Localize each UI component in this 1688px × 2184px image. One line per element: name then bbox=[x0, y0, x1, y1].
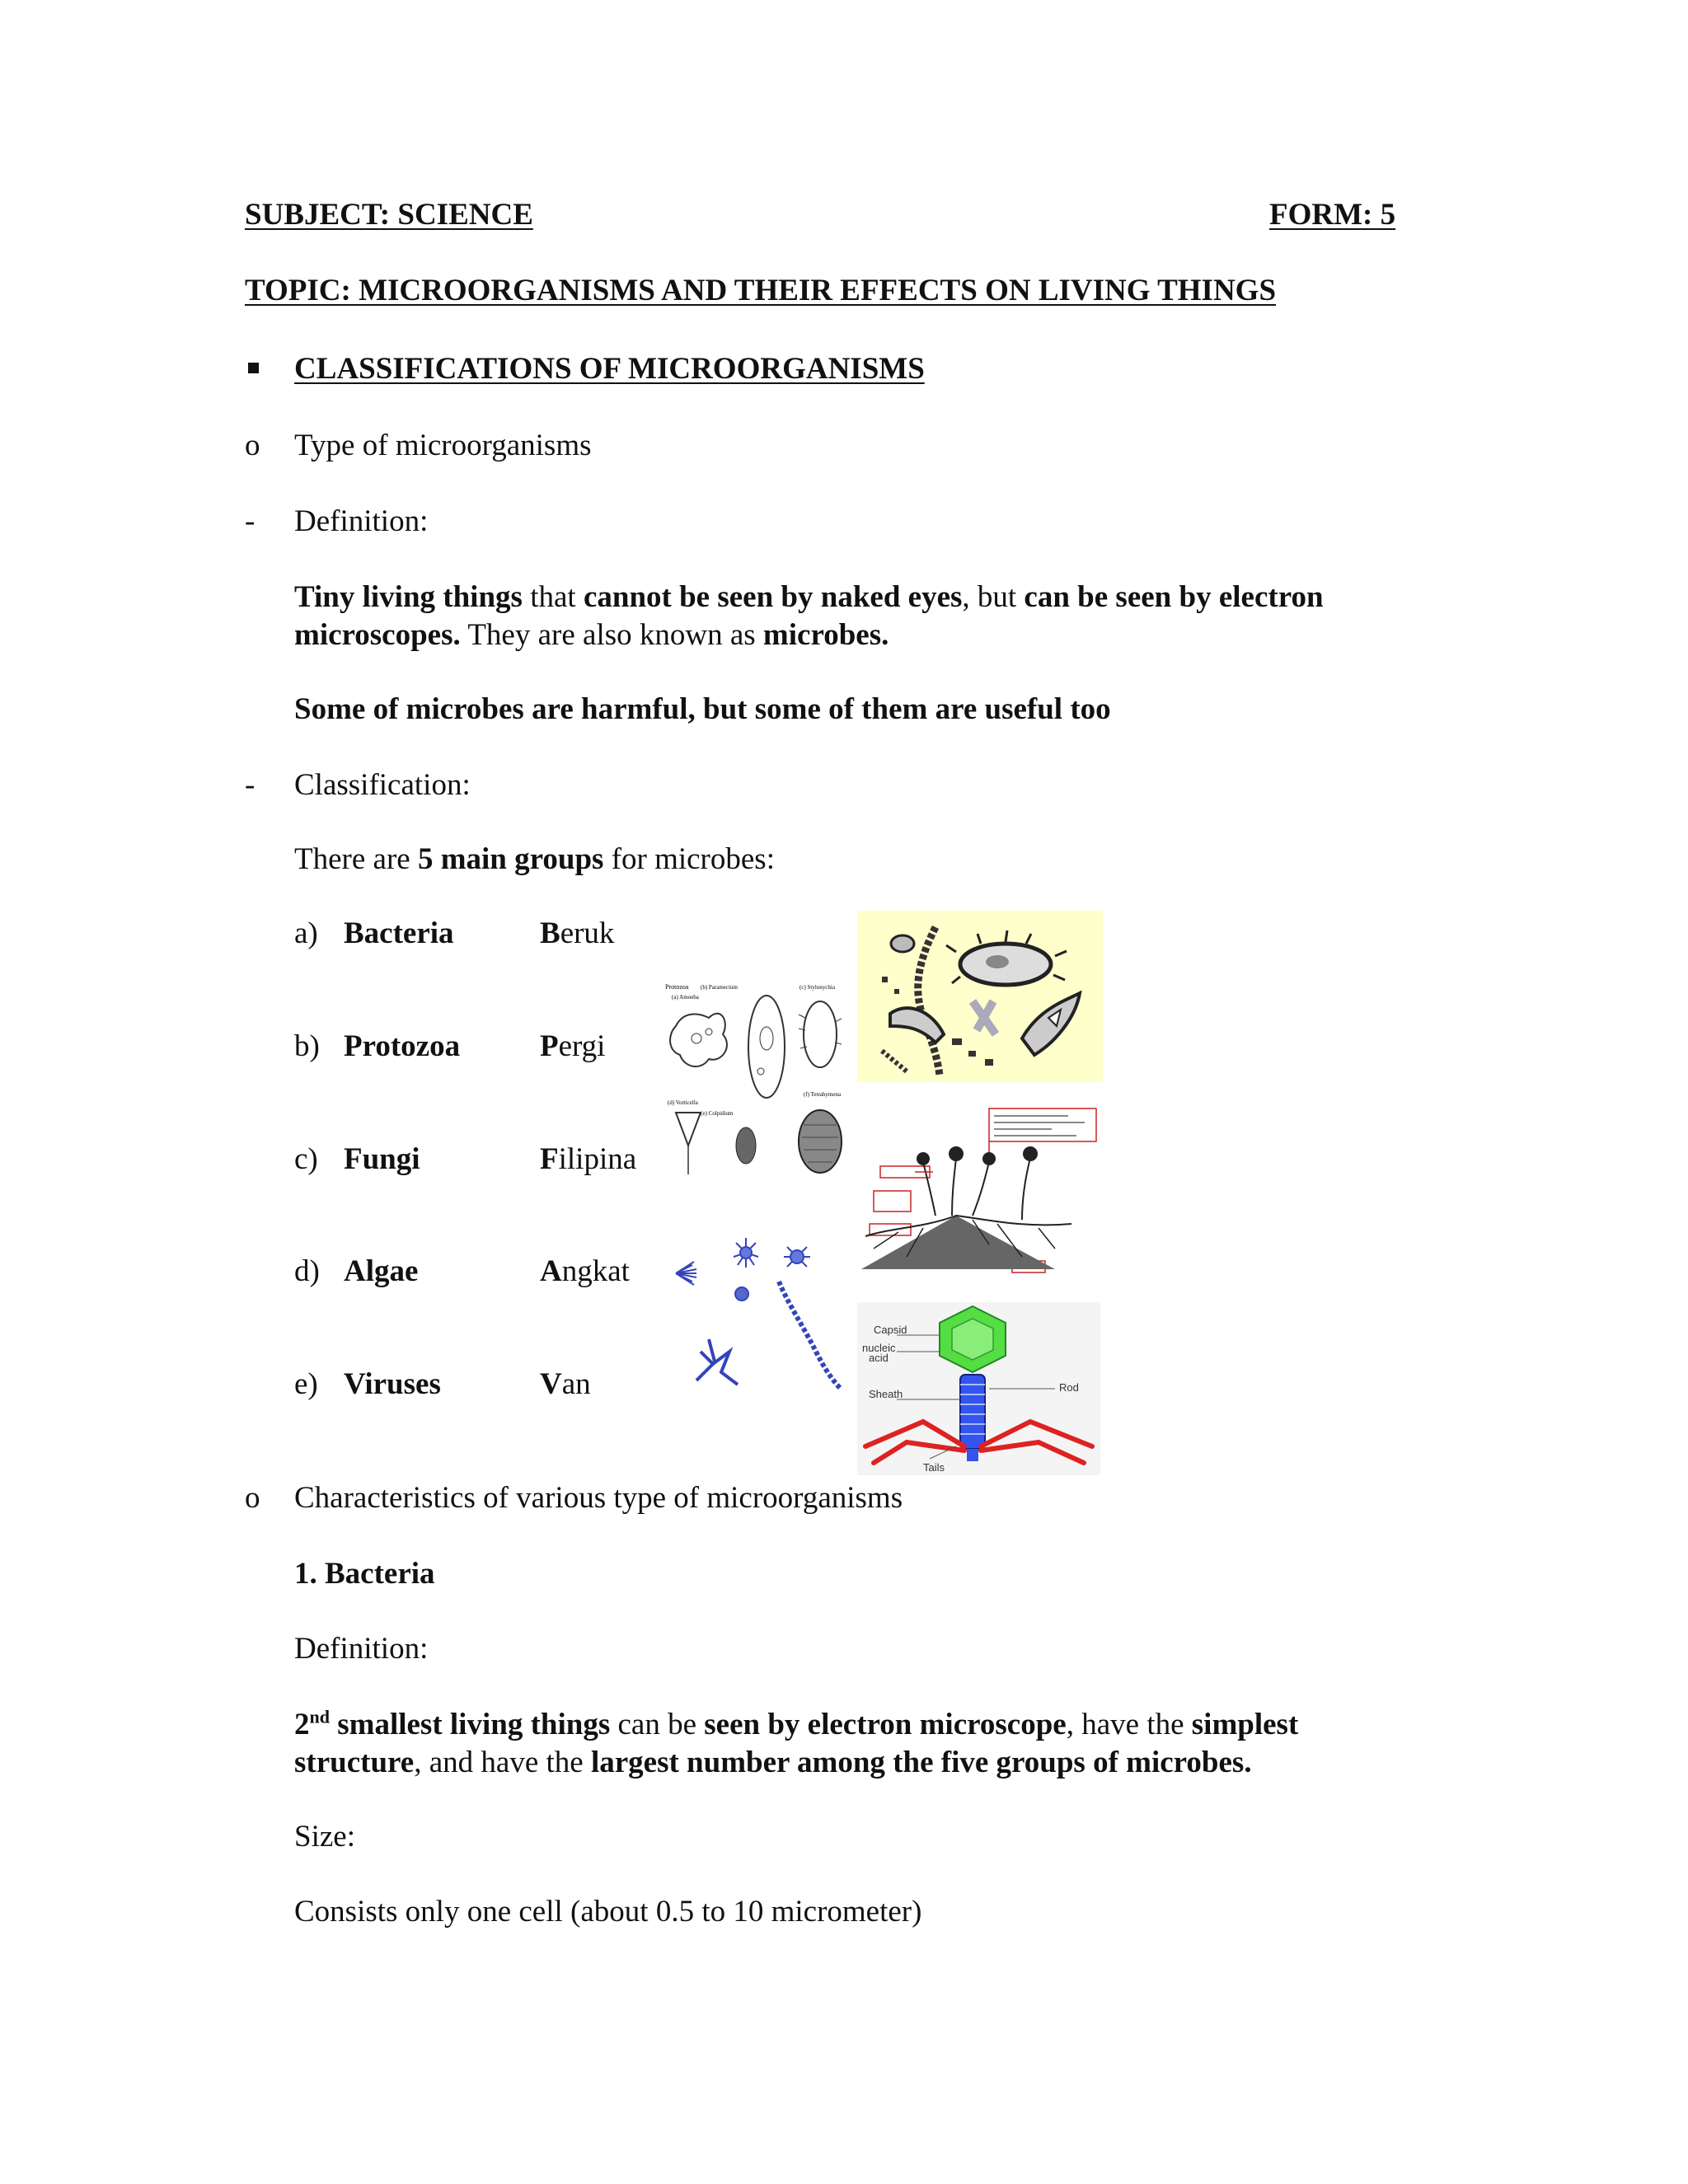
mnemonic-rest: eruk bbox=[560, 916, 615, 950]
bacteria-definition-line-1 bbox=[294, 1706, 1298, 1744]
virus-label-acid: acid bbox=[869, 1352, 889, 1364]
mnemonic-initial: P bbox=[540, 1029, 559, 1063]
definition-text: microbes. bbox=[762, 618, 889, 652]
definition-text: that bbox=[522, 580, 584, 614]
definition-line-2 bbox=[294, 616, 889, 654]
virus-label-sheath: Sheath bbox=[869, 1388, 903, 1400]
mnemonic-rest: ngkat bbox=[561, 1254, 630, 1288]
protozoa-label: (a) Amoeba bbox=[672, 994, 699, 1001]
group-name-fungi: Fungi bbox=[344, 1142, 420, 1176]
bacteria-def-text: seen by electron microscope bbox=[704, 1708, 1067, 1741]
mnemonic-rest: ilipina bbox=[558, 1142, 637, 1176]
mnemonic-word bbox=[540, 1366, 591, 1404]
group-letter: d) bbox=[294, 1254, 320, 1288]
definition-text: cannot be seen by naked eyes bbox=[583, 580, 963, 614]
type-label: Type of microorganisms bbox=[294, 429, 592, 462]
virus-label-capsid: Capsid bbox=[874, 1324, 907, 1336]
group-name-algae: Algae bbox=[344, 1254, 419, 1288]
fungi-illustration bbox=[857, 1104, 1103, 1277]
mnemonic-rest: an bbox=[561, 1367, 591, 1401]
protozoa-label: (f) Tetrahymena bbox=[804, 1091, 842, 1098]
intro-text: for microbes: bbox=[603, 842, 775, 876]
bacteria-definition-line-2 bbox=[294, 1744, 1252, 1782]
section-bullet-icon bbox=[248, 363, 259, 373]
topic-heading: TOPIC: MICROORGANISMS AND THEIR EFFECTS ON LIVING THINGS bbox=[245, 274, 1277, 307]
mnemonic-initial: A bbox=[540, 1254, 562, 1288]
list-marker: - bbox=[245, 768, 256, 802]
group-letter: c) bbox=[294, 1142, 318, 1176]
mnemonic-initial: V bbox=[540, 1367, 562, 1401]
bacteria-def-text: smallest living things bbox=[329, 1708, 611, 1741]
definition-text: can be seen by electron bbox=[1024, 580, 1324, 614]
definition-text: Tiny living things bbox=[294, 580, 523, 614]
group-name-bacteria: Bacteria bbox=[344, 916, 454, 950]
protozoa-illustration bbox=[663, 981, 853, 1179]
bacteria-size-text: Consists only one cell (about 0.5 to 10 micrometer) bbox=[294, 1895, 922, 1929]
bacteria-def-text: simplest bbox=[1191, 1708, 1299, 1741]
mnemonic-word bbox=[540, 1028, 605, 1066]
bacteria-def-text: , and have the bbox=[414, 1746, 591, 1779]
bacteria-definition-label: Definition: bbox=[294, 1632, 429, 1666]
bacteria-def-text: can be bbox=[610, 1708, 705, 1741]
definition-line-1 bbox=[294, 579, 1324, 616]
group-letter: b) bbox=[294, 1029, 320, 1063]
mnemonic-rest: ergi bbox=[558, 1029, 606, 1063]
mnemonic-initial: F bbox=[540, 1142, 559, 1176]
bacteria-def-text: , have the bbox=[1066, 1708, 1192, 1741]
bacteria-def-text: structure bbox=[294, 1746, 415, 1779]
intro-text: There are bbox=[294, 842, 418, 876]
group-letter: e) bbox=[294, 1367, 318, 1401]
protozoa-label: (d) Vorticella bbox=[668, 1099, 698, 1106]
mnemonic-word bbox=[540, 915, 614, 953]
virus-label-tails: Tails bbox=[923, 1461, 945, 1474]
virus-illustration bbox=[857, 1302, 1100, 1475]
subject-heading: SUBJECT: SCIENCE bbox=[245, 198, 533, 232]
group-name-protozoa: Protozoa bbox=[344, 1029, 461, 1063]
bacteria-heading: 1. Bacteria bbox=[294, 1557, 435, 1591]
classification-label: Classification: bbox=[294, 768, 471, 802]
definition-text: , but bbox=[962, 580, 1025, 614]
bacteria-illustration bbox=[857, 911, 1103, 1082]
classification-intro bbox=[294, 841, 775, 879]
protozoa-label: (b) Paramecium bbox=[701, 984, 738, 991]
list-marker: - bbox=[245, 504, 256, 538]
protozoa-label: (e) Colpidium bbox=[701, 1110, 734, 1117]
definition-text: microscopes. bbox=[294, 618, 461, 652]
mnemonic-initial: B bbox=[540, 916, 560, 950]
mnemonic-word bbox=[540, 1253, 630, 1291]
bacteria-def-text: largest number among the five groups of microbes. bbox=[590, 1746, 1252, 1779]
form-heading: FORM: 5 bbox=[1269, 198, 1396, 232]
protozoa-label: Protozoa bbox=[665, 983, 689, 991]
section-title: CLASSIFICATIONS OF MICROORGANISMS bbox=[294, 352, 925, 386]
mnemonic-word bbox=[540, 1141, 636, 1179]
definition-text: They are also known as bbox=[460, 618, 763, 652]
list-marker: o bbox=[245, 429, 260, 462]
characteristics-label: Characteristics of various type of microorganisms bbox=[294, 1481, 903, 1515]
group-name-viruses: Viruses bbox=[344, 1367, 441, 1401]
bacteria-size-label: Size: bbox=[294, 1820, 355, 1854]
harmful-useful-note: Some of microbes are harmful, but some of them are useful too bbox=[294, 692, 1111, 726]
bacteria-def-sup: nd bbox=[309, 1706, 330, 1727]
intro-text: 5 main groups bbox=[417, 842, 604, 876]
group-letter: a) bbox=[294, 916, 318, 950]
virus-label-nucleic: nucleic bbox=[862, 1342, 896, 1354]
algae-illustration bbox=[663, 1228, 853, 1393]
list-marker: o bbox=[245, 1481, 260, 1515]
definition-label: Definition: bbox=[294, 504, 429, 538]
virus-label-rod: Rod bbox=[1059, 1381, 1079, 1394]
bacteria-def-text: 2 bbox=[294, 1708, 310, 1741]
protozoa-label: (c) Stylonychia bbox=[799, 984, 835, 991]
